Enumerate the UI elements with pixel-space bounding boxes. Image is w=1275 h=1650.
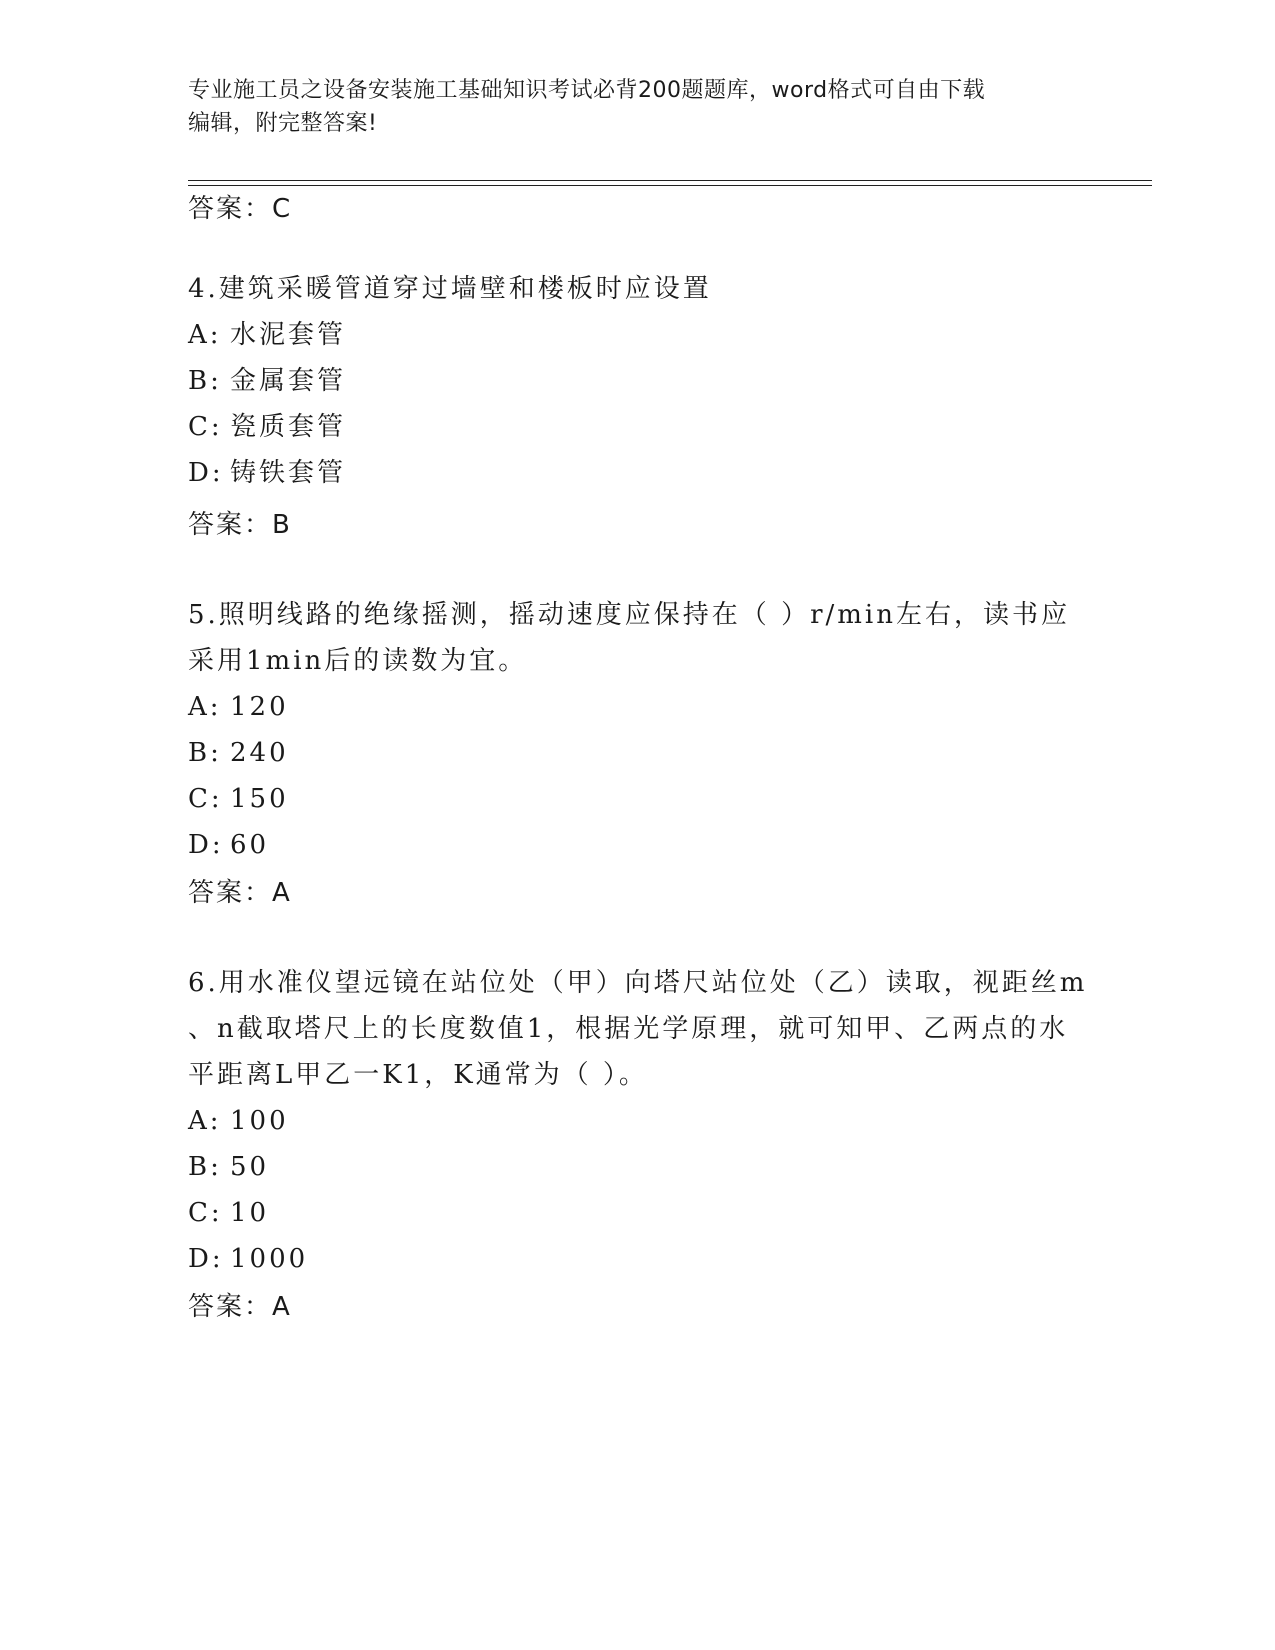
option-c (188, 776, 1088, 822)
option-text: 瓷质套管 (230, 412, 347, 442)
option-text: 水泥套管 (230, 320, 347, 350)
question-text-line: 6.用水准仪望远镜在站位处（甲）向塔尺站位处（乙）读取，视距丝m (188, 968, 1088, 998)
option-text: 60 (230, 830, 270, 860)
option-text: 10 (230, 1198, 270, 1228)
option-b (188, 730, 1088, 776)
option-letter: A: (188, 692, 222, 722)
option-a (188, 684, 1088, 730)
option-letter: B: (188, 366, 222, 396)
option-b (188, 1144, 1088, 1190)
header-line-2: 编辑，附完整答案! (188, 111, 378, 136)
question-6 (188, 960, 1088, 1282)
option-letter: A: (188, 1106, 222, 1136)
document-header (188, 74, 1088, 140)
answer-value: C (272, 194, 291, 224)
option-letter: B: (188, 738, 222, 768)
question-text-line: 采用1min后的读数为宜。 (188, 646, 528, 676)
option-letter: C: (188, 412, 223, 442)
question-text-line: 4.建筑采暖管道穿过墙壁和楼板时应设置 (188, 274, 712, 304)
option-letter: D: (188, 830, 224, 860)
option-letter: C: (188, 1198, 223, 1228)
answer-6 (188, 1290, 290, 1324)
question-4 (188, 266, 1088, 496)
option-text: 铸铁套管 (230, 458, 347, 488)
header-line-1: 专业施工员之设备安装施工基础知识考试必背200题题库，word格式可自由下载 (188, 78, 986, 103)
answer-value: A (272, 1292, 290, 1322)
answer-prev (188, 192, 290, 226)
option-text: 240 (230, 738, 289, 768)
option-text: 50 (230, 1152, 270, 1182)
option-d (188, 822, 1088, 868)
option-text: 120 (230, 692, 289, 722)
question-text-line: 、n截取塔尺上的长度数值1，根据光学原理，就可知甲、乙两点的水 (188, 1014, 1069, 1044)
option-letter: D: (188, 1244, 224, 1274)
option-text: 100 (230, 1106, 289, 1136)
header-double-rule (188, 180, 1152, 186)
option-letter: D: (188, 458, 224, 488)
option-c (188, 1190, 1088, 1236)
option-d (188, 1236, 1088, 1282)
answer-label: 答案： (188, 510, 273, 540)
question-text-line: 5.照明线路的绝缘摇测，摇动速度应保持在（ ）r/min左右，读书应 (188, 600, 1070, 630)
answer-5 (188, 876, 290, 910)
option-text: 金属套管 (230, 366, 347, 396)
option-letter: B: (188, 1152, 222, 1182)
option-a (188, 1098, 1088, 1144)
option-c (188, 404, 1088, 450)
option-text: 150 (230, 784, 289, 814)
answer-label: 答案： (188, 1292, 273, 1322)
answer-label: 答案： (188, 194, 273, 224)
question-5 (188, 592, 1088, 868)
answer-label: 答案： (188, 878, 273, 908)
option-letter: C: (188, 784, 223, 814)
question-text-line: 平距离L甲乙一K1，K通常为（ ）。 (188, 1060, 648, 1090)
option-d (188, 450, 1088, 496)
answer-value: A (272, 878, 290, 908)
option-text: 1000 (230, 1244, 309, 1274)
option-b (188, 358, 1088, 404)
answer-value: B (272, 510, 290, 540)
option-letter: A: (188, 320, 222, 350)
option-a (188, 312, 1088, 358)
answer-4 (188, 508, 290, 542)
